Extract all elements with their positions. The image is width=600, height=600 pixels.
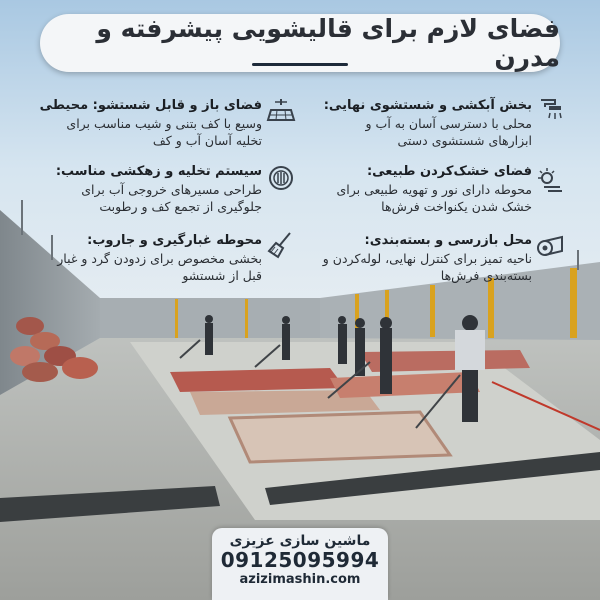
- feature-text: وسیع با کف بتنی و شیب مناسب برای تخلیه آسان آب و کف: [66, 116, 262, 148]
- feature-heading: فضای باز و قابل شستشو: محیطی: [39, 98, 262, 113]
- feature-rinsing: [320, 97, 532, 149]
- feature-open-space: [39, 97, 262, 149]
- feature-drainage: [50, 163, 262, 215]
- page-title: فضای لازم برای قالیشویی پیشرفته و مدرن: [96, 14, 560, 72]
- contact-card: [212, 528, 388, 600]
- shower-icon: [536, 96, 566, 126]
- feature-heading: بخش آبکشی و شستشوی نهایی:: [323, 98, 532, 113]
- feature-text: طراحی مسیرهای خروجی آب برای جلوگیری از تجمع کف و رطوبت: [81, 182, 262, 214]
- drain-icon: [266, 163, 296, 193]
- feature-packing: [320, 232, 532, 284]
- feature-heading: سیستم تخلیه و زهکشی مناسب:: [55, 164, 262, 179]
- website-link[interactable]: azizimashin.com: [239, 572, 361, 587]
- broom-icon: [266, 230, 296, 260]
- feature-dusting: [50, 232, 262, 284]
- title-underline: [252, 63, 348, 66]
- solar-panel-icon: [266, 96, 296, 126]
- feature-text: ناحیه تمیز برای کنترل نهایی، لوله‌کردن و بسته‌بندی فرش‌ها: [322, 251, 532, 283]
- feature-text: بخشی مخصوص برای زدودن گرد و غبار قبل از شستشو: [57, 251, 262, 283]
- rolled-carpet-icon: [536, 232, 566, 262]
- back-wall: [100, 298, 330, 338]
- feature-text: محلی با دسترسی آسان به آب و ابزارهای شستشوی دستی: [365, 116, 532, 148]
- sun-wind-icon: [536, 166, 566, 196]
- feature-heading: محوطه غبارگیری و جاروب:: [87, 233, 262, 248]
- company-name: ماشین سازی عزیزی: [229, 533, 371, 549]
- phone-number[interactable]: 09125095994: [220, 548, 380, 572]
- feature-text: محوطه دارای نور و تهویه طبیعی برای خشک شدن یکنواخت فرش‌ها: [336, 182, 532, 214]
- feature-heading: فضای خشک‌کردن طبیعی:: [366, 164, 532, 179]
- feature-drying: [320, 163, 532, 215]
- feature-heading: محل بازرسی و بسته‌بندی:: [364, 233, 532, 248]
